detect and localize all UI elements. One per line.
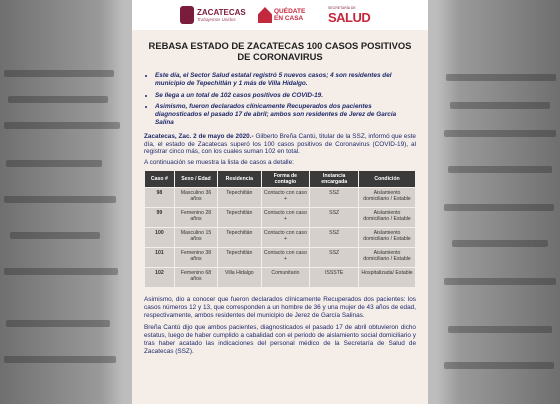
document-content (144, 40, 416, 359)
house-icon (258, 7, 272, 23)
table-row (145, 227, 416, 247)
table-intro: A continuación se muestra la lista de casos a detalle: (144, 159, 294, 167)
cell-sex-age: Femenino 68 años (174, 267, 217, 287)
zacatecas-seal-icon (180, 6, 194, 24)
cell-contagion: Comunitario (261, 267, 310, 287)
table-row (145, 187, 416, 207)
intro-text: Gilberto Breña Cantú, titular de la SSZ, informó que este día, el estado de Zacatecas superó los 100 casos positivos de Coronavirus (COVID-19), al registrar cinco más, con los cuales suman 102 en total. (144, 132, 416, 156)
header-case: Caso # (145, 170, 175, 187)
cell-residence: Tepechitlán (218, 247, 261, 267)
cell-institution: SSZ (310, 187, 359, 207)
salud-logo (328, 4, 370, 26)
document-header (132, 0, 428, 30)
cell-institution: SSZ (310, 247, 359, 267)
cell-sex-age: Masculino 36 años (174, 187, 217, 207)
cell-institution: SSZ (310, 227, 359, 247)
cell-sex-age: Femenino 38 años (174, 247, 217, 267)
bullet-item: • Se llega a un total de 102 casos positivos de COVID-19. (155, 92, 416, 100)
cell-case: 100 (145, 227, 175, 247)
cell-residence: Tepechitlán (218, 207, 261, 227)
zacatecas-logo-text: ZACATECAS (197, 7, 246, 17)
header-residence: Residencia (218, 170, 261, 187)
table-header-row (145, 170, 416, 187)
intro-dateline: Zacatecas, Zac. 2 de mayo de 2020.- (144, 132, 254, 140)
final-paragraph: Breña Cantú dijo que ambos pacientes, diagnosticados el pasado 17 de abril obtuvieron dicho estatus, luego de haber cumplido a cabalidad con el periodo de aislamiento social domiciliario y tras haber acatado las indicaciones del personal médico de la Secretaría de Salud de Zacatecas (SSZ). (144, 324, 416, 355)
cell-condition: Aislamiento domiciliario / Estable (359, 227, 416, 247)
header-sex-age: Sexo / Edad (174, 170, 217, 187)
cell-residence: Villa Hidalgo (218, 267, 261, 287)
cell-contagion: Contacto con caso + (261, 207, 310, 227)
cell-condition: Aislamiento domiciliario / Estable (359, 207, 416, 227)
cases-table (144, 170, 416, 288)
cell-sex-age: Masculino 15 años (174, 227, 217, 247)
bullet-item: • Asimismo, fueron declarados clínicamente Recuperados dos pacientes diagnosticados el pasado 17 de abril; ambos son residentes de Jerez de García Salina (155, 103, 416, 126)
background-text-left (0, 0, 130, 404)
table-row (145, 247, 416, 267)
cell-residence: Tepechitlán (218, 227, 261, 247)
intro-paragraph (144, 133, 416, 156)
recovered-paragraph: Asimismo, dio a conocer que fueron declarados clínicamente Recuperados dos pacientes: los casos números 12 y 13, que corresponden a un hombre de 36 y una mujer de 43 años de edad, respectivamente, ambos residentes del municipio de Jerez de García Salinas. (144, 295, 416, 319)
document-title: REBASA ESTADO DE ZACATECAS 100 CASOS POSITIVOS DE CORONAVIRUS (148, 40, 412, 62)
bullet-item: • Este día, el Sector Salud estatal registró 5 nuevos casos; 4 son residentes del municipio de Tepechitlán y 1 más de Villa Hidalgo. (155, 72, 416, 88)
cell-case: 101 (145, 247, 175, 267)
press-release-document (132, 0, 428, 404)
cell-sex-age: Femenino 28 años (174, 207, 217, 227)
zacatecas-logo-subtitle: Trabajemos Unidos (197, 16, 236, 22)
cell-contagion: Contacto con caso + (261, 227, 310, 247)
table-row (145, 207, 416, 227)
quedate-en-casa-logo (258, 4, 305, 26)
header-contagion: Forma de contagio (261, 170, 310, 187)
cell-contagion: Contacto con caso + (261, 187, 310, 207)
header-institution: Instancia encargada (310, 170, 359, 187)
zacatecas-logo (180, 4, 246, 26)
cell-case: 99 (145, 207, 175, 227)
header-condition: Condición (359, 170, 416, 187)
quedate-line-1: QUÉDATE (274, 8, 306, 15)
cell-case: 98 (145, 187, 175, 207)
quedate-line-2: EN CASA (274, 15, 304, 22)
cell-contagion: Contacto con caso + (261, 247, 310, 267)
salud-logo-text: SALUD (328, 9, 371, 25)
cell-condition: Hospitalizada/ Estable (359, 267, 416, 287)
cell-condition: Aislamiento domiciliario / Estable (359, 187, 416, 207)
cell-institution: ISSSTE (310, 267, 359, 287)
summary-bullets (144, 72, 416, 127)
cell-institution: SSZ (310, 207, 359, 227)
cell-condition: Aislamiento domiciliario / Estable (359, 247, 416, 267)
background-text-right (430, 0, 560, 404)
cell-case: 102 (145, 267, 175, 287)
cell-residence: Tepechitlán (218, 187, 261, 207)
table-row (145, 267, 416, 287)
salud-logo-small: SECRETARÍA DE (328, 5, 356, 10)
